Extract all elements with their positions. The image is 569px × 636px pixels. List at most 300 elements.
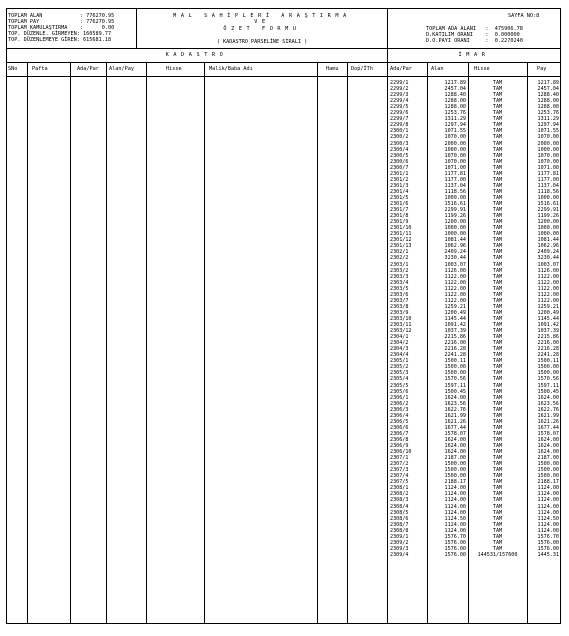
imar-ada-par-cell: 2299/8 — [390, 122, 409, 129]
imar-hisse-cell: TAM — [492, 424, 503, 431]
imar-pay-cell: 1445.31 — [537, 551, 559, 558]
imar-ada-par-cell: 2305/2 — [390, 364, 409, 371]
imar-pay-cell: 1000.00 — [537, 194, 559, 201]
imar-hisse-cell: TAM — [492, 158, 503, 165]
imar-ada-par-cell: 2300/1 — [390, 128, 409, 135]
imar-pay-cell: 1500.00 — [537, 461, 559, 468]
imar-pay-cell: 1003.07 — [537, 261, 559, 268]
imar-alan-cell: 1070.00 — [444, 134, 466, 141]
col-sno: SNo — [8, 66, 18, 72]
imar-hisse-cell: TAM — [492, 309, 503, 316]
col-ada-par: Ada/Par — [77, 66, 99, 72]
imar-hisse-cell: TAM — [492, 122, 503, 129]
imar-hisse-cell: TAM — [492, 503, 503, 510]
imar-hisse-cell: TAM — [492, 545, 503, 552]
imar-ada-par-cell: 2299/3 — [390, 92, 409, 99]
imar-pay-cell: 1570.56 — [537, 376, 559, 383]
imar-hisse-cell: TAM — [492, 497, 503, 504]
imar-pay-cell: 1126.00 — [537, 267, 559, 274]
imar-alan-cell: 1122.00 — [444, 291, 466, 298]
imar-alan-cell: 2188.17 — [444, 479, 466, 486]
imar-pay-cell: 1623.56 — [537, 400, 559, 407]
imar-hisse-cell: TAM — [492, 134, 503, 141]
imar-pay-cell: 1091.42 — [537, 322, 559, 328]
imar-ada-par-cell: 2300/6 — [390, 158, 409, 165]
imar-ada-par-cell: 2301/2 — [390, 176, 409, 183]
imar-pay-cell: 1000.00 — [537, 146, 559, 153]
total-share: TOPLAM PAY : 776270.95 — [8, 19, 115, 25]
imar-pay-cell: 1145.44 — [537, 315, 559, 322]
imar-hisse-cell: TAM — [492, 86, 503, 93]
imar-ada-par-cell: 2300/4 — [390, 146, 409, 153]
imar-ada-par-cell: 2306/5 — [390, 418, 409, 425]
imar-hisse-cell: TAM — [492, 539, 503, 546]
imar-ada-par-cell: 2308/8 — [390, 527, 409, 534]
imar-alan-cell: 1624.00 — [444, 436, 466, 443]
report-page — [6, 8, 561, 624]
imar-hisse-cell: TAM — [492, 334, 503, 341]
imar-hisse-cell: TAM — [492, 315, 503, 322]
imar-alan-cell: 1000.00 — [444, 225, 466, 232]
imar-pay-cell: 1177.00 — [537, 176, 559, 183]
imar-pay-cell: 1624.00 — [537, 436, 559, 443]
imar-alan-cell: 1000.00 — [444, 231, 466, 238]
imar-hisse-cell: TAM — [492, 80, 503, 86]
imar-pay-cell: 1070.00 — [537, 152, 559, 159]
imar-pay-cell: 1081.44 — [537, 237, 559, 244]
imar-ada-par-cell: 2303/8 — [390, 303, 409, 310]
imar-alan-cell: 1091.42 — [444, 322, 466, 328]
imar-hisse-cell: TAM — [492, 394, 503, 401]
imar-pay-cell: 1578.07 — [537, 430, 559, 437]
imar-pay-cell: 1576.00 — [537, 539, 559, 546]
imar-hisse-cell: TAM — [492, 527, 503, 534]
imar-pay-cell: 1071.55 — [537, 128, 559, 135]
imar-ada-par-cell: 2301/7 — [390, 207, 409, 214]
imar-alan-cell: 1126.00 — [444, 267, 466, 274]
imar-hisse-cell: TAM — [492, 146, 503, 153]
imar-ada-par-cell: 2301/11 — [390, 231, 412, 238]
imar-hisse-cell: TAM — [492, 116, 503, 123]
imar-pay-cell: 1677.44 — [537, 424, 559, 431]
imar-hisse-cell: TAM — [492, 273, 503, 280]
imar-ada-par-cell: 2300/5 — [390, 152, 409, 159]
imar-alan-cell: 1288.00 — [444, 98, 466, 105]
imar-alan-cell: 2216.28 — [444, 346, 466, 353]
imar-alan-cell: 1118.56 — [444, 188, 466, 195]
imar-hisse-cell: TAM — [492, 443, 503, 449]
imar-alan-cell: 1576.00 — [444, 551, 466, 558]
imar-hisse-cell: TAM — [492, 285, 503, 292]
imar-pay-cell: 1622.76 — [537, 406, 559, 413]
imar-ada-par-cell: 2309/2 — [390, 539, 409, 546]
col-imar-hisse: Hisse — [474, 66, 490, 72]
imar-pay-cell: 1122.00 — [537, 291, 559, 298]
imar-ada-par-cell: 2299/7 — [390, 116, 409, 123]
imar-alan-cell: 1297.94 — [444, 122, 466, 129]
section-imar: İMAR — [458, 52, 490, 58]
imar-hisse-cell: TAM — [492, 152, 503, 159]
imar-alan-cell: 1516.61 — [444, 201, 466, 207]
page-number: SAYFA NO:8 — [508, 13, 540, 19]
imar-pay-cell: 1288.00 — [537, 98, 559, 105]
imar-pay-cell: 1000.00 — [537, 225, 559, 232]
imar-hisse-cell: TAM — [492, 406, 503, 413]
imar-hisse-cell: TAM — [492, 491, 503, 498]
imar-pay-cell: 1500.11 — [537, 358, 559, 365]
imar-ada-par-cell: 2306/1 — [390, 394, 409, 401]
imar-alan-cell: 1145.44 — [444, 315, 466, 322]
imar-ada-par-cell: 2303/2 — [390, 267, 409, 274]
imar-alan-cell: 1124.00 — [444, 485, 466, 492]
imar-hisse-cell: TAM — [492, 473, 503, 480]
imar-pay-cell: 2215.86 — [537, 334, 559, 341]
imar-alan-cell: 1003.07 — [444, 261, 466, 268]
total-excluded: TOP. DÜZENLE. GİRMEYEN: 160589.77 — [8, 31, 112, 37]
imar-alan-cell: 2241.28 — [444, 352, 466, 359]
imar-pay-cell: 1124.00 — [537, 503, 559, 510]
imar-hisse-cell: TAM — [492, 261, 503, 268]
imar-alan-cell: 1122.00 — [444, 297, 466, 304]
imar-ada-par-cell: 2307/5 — [390, 479, 409, 486]
imar-pay-cell: 1122.00 — [537, 273, 559, 280]
imar-pay-cell: 1124.00 — [537, 491, 559, 498]
imar-hisse-cell: TAM — [492, 188, 503, 195]
imar-hisse-cell: TAM — [492, 436, 503, 443]
imar-ada-par-cell: 2303/12 — [390, 328, 412, 335]
imar-hisse-cell: TAM — [492, 110, 503, 117]
imar-hisse-cell: TAM — [492, 194, 503, 201]
imar-ada-par-cell: 2306/2 — [390, 400, 409, 407]
imar-hisse-cell: TAM — [492, 455, 503, 462]
imar-alan-cell: 1597.11 — [444, 382, 466, 389]
imar-alan-cell: 1081.44 — [444, 237, 466, 244]
imar-ada-par-cell: 2299/1 — [390, 80, 409, 86]
imar-hisse-cell: 144531/157600 — [477, 551, 518, 558]
imar-ada-par-cell: 2301/8 — [390, 213, 409, 220]
imar-ada-par-cell: 2306/7 — [390, 430, 409, 437]
imar-hisse-cell: TAM — [492, 231, 503, 238]
total-expropriation: TOPLAM KAMULAŞTIRMA : 0.00 — [8, 25, 115, 31]
imar-hisse-cell: TAM — [492, 303, 503, 310]
imar-alan-cell: 1122.00 — [444, 273, 466, 280]
imar-pay-cell: 1500.00 — [537, 473, 559, 480]
imar-alan-cell: 1500.45 — [444, 388, 466, 395]
imar-hisse-cell: TAM — [492, 346, 503, 353]
imar-hisse-cell: TAM — [492, 479, 503, 486]
imar-hisse-cell: TAM — [492, 213, 503, 220]
imar-hisse-cell: TAM — [492, 128, 503, 135]
imar-ada-par-cell: 2309/3 — [390, 545, 409, 552]
imar-pay-cell: 2299.91 — [537, 207, 559, 214]
imar-pay-cell: 1124.00 — [537, 485, 559, 492]
imar-ada-par-cell: 2306/9 — [390, 443, 409, 449]
imar-pay-cell: 1259.21 — [537, 303, 559, 310]
imar-alan-cell: 1062.96 — [444, 243, 466, 250]
imar-hisse-cell: TAM — [492, 485, 503, 492]
imar-hisse-cell: TAM — [492, 170, 503, 177]
imar-pay-cell: 2457.04 — [537, 86, 559, 93]
table-row — [6, 552, 561, 558]
imar-ada-par-cell: 2303/4 — [390, 279, 409, 286]
imar-alan-cell: 1124.00 — [444, 497, 466, 504]
imar-hisse-cell: TAM — [492, 322, 503, 328]
imar-pay-cell: 1177.81 — [537, 170, 559, 177]
imar-pay-cell: 1037.39 — [537, 328, 559, 335]
imar-pay-cell: 1311.29 — [537, 116, 559, 123]
imar-ada-par-cell: 2308/3 — [390, 497, 409, 504]
imar-ada-par-cell: 2309/4 — [390, 551, 409, 558]
imar-alan-cell: 3230.44 — [444, 255, 466, 262]
imar-hisse-cell: TAM — [492, 382, 503, 389]
imar-alan-cell: 2409.24 — [444, 249, 466, 256]
imar-ada-par-cell: 2305/5 — [390, 382, 409, 389]
imar-hisse-cell: TAM — [492, 467, 503, 474]
imar-alan-cell: 1623.56 — [444, 400, 466, 407]
imar-pay-cell: 1516.61 — [537, 201, 559, 207]
imar-ada-par-cell: 2305/4 — [390, 376, 409, 383]
imar-hisse-cell: TAM — [492, 376, 503, 383]
imar-alan-cell: 1576.00 — [444, 545, 466, 552]
imar-ada-par-cell: 2306/8 — [390, 436, 409, 443]
imar-hisse-cell: TAM — [492, 328, 503, 335]
imar-alan-cell: 1070.00 — [444, 152, 466, 159]
imar-hisse-cell: TAM — [492, 291, 503, 298]
imar-hisse-cell: TAM — [492, 176, 503, 183]
imar-ada-par-cell: 2303/9 — [390, 309, 409, 316]
imar-alan-cell: 1311.29 — [444, 116, 466, 123]
imar-alan-cell: 2215.86 — [444, 334, 466, 341]
imar-pay-cell: 1253.76 — [537, 110, 559, 117]
imar-ada-par-cell: 2308/2 — [390, 491, 409, 498]
imar-ada-par-cell: 2307/1 — [390, 455, 409, 462]
imar-alan-cell: 1037.39 — [444, 328, 466, 335]
imar-alan-cell: 1070.00 — [444, 158, 466, 165]
imar-alan-cell: 2457.04 — [444, 86, 466, 93]
imar-alan-cell: 1199.26 — [444, 213, 466, 220]
imar-alan-cell: 1253.76 — [444, 110, 466, 117]
imar-pay-cell: 2241.28 — [537, 352, 559, 359]
imar-ada-par-cell: 2301/10 — [390, 225, 412, 232]
imar-ada-par-cell: 2306/4 — [390, 412, 409, 419]
imar-ada-par-cell: 2303/10 — [390, 315, 412, 322]
col-imar-pay: Pay — [537, 66, 547, 72]
imar-ada-par-cell: 2309/1 — [390, 533, 409, 540]
imar-pay-cell: 1122.00 — [537, 279, 559, 286]
imar-pay-cell: 1624.00 — [537, 449, 559, 456]
imar-pay-cell: 1217.89 — [537, 80, 559, 86]
imar-alan-cell: 1500.00 — [444, 461, 466, 468]
imar-alan-cell: 1624.00 — [444, 394, 466, 401]
imar-ada-par-cell: 2306/3 — [390, 406, 409, 413]
imar-ada-par-cell: 2300/7 — [390, 164, 409, 171]
imar-pay-cell: 1124.00 — [537, 497, 559, 504]
imar-hisse-cell: TAM — [492, 201, 503, 207]
imar-pay-cell: 2000.00 — [537, 140, 559, 147]
imar-ada-par-cell: 2301/6 — [390, 201, 409, 207]
imar-alan-cell: 1500.00 — [444, 364, 466, 371]
imar-hisse-cell: TAM — [492, 255, 503, 262]
imar-alan-cell: 1071.00 — [444, 164, 466, 171]
imar-pay-cell: 2216.28 — [537, 346, 559, 353]
imar-alan-cell: 2299.91 — [444, 207, 466, 214]
imar-ada-par-cell: 2303/11 — [390, 322, 412, 328]
imar-pay-cell: 2216.00 — [537, 340, 559, 347]
imar-pay-cell: 2409.24 — [537, 249, 559, 256]
imar-ada-par-cell: 2307/2 — [390, 461, 409, 468]
imar-ada-par-cell: 2306/10 — [390, 449, 412, 456]
imar-pay-cell: 1070.00 — [537, 134, 559, 141]
imar-alan-cell: 1177.81 — [444, 170, 466, 177]
imar-ada-par-cell: 2300/3 — [390, 140, 409, 147]
imar-alan-cell: 2000.00 — [444, 140, 466, 147]
imar-ada-par-cell: 2307/3 — [390, 467, 409, 474]
imar-ada-par-cell: 2303/7 — [390, 297, 409, 304]
imar-hisse-cell: TAM — [492, 352, 503, 359]
col-malik: Malik/Baba Adı — [209, 66, 253, 72]
total-block-area: TOPLAM ADA ALANI : 475906.78 — [426, 26, 523, 32]
imar-ada-par-cell: 2301/13 — [390, 243, 412, 250]
imar-pay-cell: 1124.50 — [537, 515, 559, 522]
imar-alan-cell: 1578.07 — [444, 430, 466, 437]
imar-hisse-cell: TAM — [492, 521, 503, 528]
total-included: TOP. DÜZENLEMEYE GİREN: 615681.18 — [8, 37, 112, 43]
imar-pay-cell: 1062.96 — [537, 243, 559, 250]
imar-alan-cell: 1624.00 — [444, 443, 466, 449]
participation-ratio: D.KATILIM ORANI : 0.000000 — [426, 32, 520, 38]
imar-alan-cell: 1200.00 — [444, 219, 466, 226]
imar-alan-cell: 1000.00 — [444, 194, 466, 201]
imar-pay-cell: 1288.00 — [537, 104, 559, 111]
imar-pay-cell: 1070.00 — [537, 158, 559, 165]
imar-hisse-cell: TAM — [492, 243, 503, 250]
imar-alan-cell: 2187.00 — [444, 455, 466, 462]
imar-pay-cell: 1288.40 — [537, 92, 559, 99]
imar-pay-cell: 1122.00 — [537, 297, 559, 304]
imar-hisse-cell: TAM — [492, 98, 503, 105]
imar-ada-par-cell: 2299/2 — [390, 86, 409, 93]
total-area: TOPLAM ALAN : 776270.95 — [8, 13, 115, 19]
imar-alan-cell: 1124.00 — [444, 503, 466, 510]
imar-hisse-cell: TAM — [492, 509, 503, 516]
border-top — [6, 8, 561, 9]
col-pafta: Pafta — [32, 66, 48, 72]
col-dop: Dop/İTh — [351, 66, 373, 72]
imar-ada-par-cell: 2301/4 — [390, 188, 409, 195]
imar-pay-cell: 1624.00 — [537, 443, 559, 449]
imar-hisse-cell: TAM — [492, 449, 503, 456]
imar-hisse-cell: TAM — [492, 267, 503, 274]
imar-alan-cell: 1576.00 — [444, 539, 466, 546]
imar-ada-par-cell: 2301/3 — [390, 182, 409, 189]
imar-ada-par-cell: 2304/4 — [390, 352, 409, 359]
imar-ada-par-cell: 2304/3 — [390, 346, 409, 353]
imar-ada-par-cell: 2308/4 — [390, 503, 409, 510]
imar-hisse-cell: TAM — [492, 388, 503, 395]
imar-alan-cell: 1624.00 — [444, 449, 466, 456]
imar-hisse-cell: TAM — [492, 249, 503, 256]
imar-alan-cell: 1259.21 — [444, 303, 466, 310]
imar-alan-cell: 1677.44 — [444, 424, 466, 431]
imar-pay-cell: 1624.00 — [537, 394, 559, 401]
imar-hisse-cell: TAM — [492, 279, 503, 286]
imar-ada-par-cell: 2299/6 — [390, 110, 409, 117]
imar-alan-cell: 1500.00 — [444, 370, 466, 377]
imar-pay-cell: 1576.70 — [537, 533, 559, 540]
imar-ada-par-cell: 2303/6 — [390, 291, 409, 298]
imar-ada-par-cell: 2303/5 — [390, 285, 409, 292]
imar-pay-cell: 1500.00 — [537, 364, 559, 371]
imar-alan-cell: 1288.00 — [444, 104, 466, 111]
imar-ada-par-cell: 2308/5 — [390, 509, 409, 516]
imar-hisse-cell: TAM — [492, 400, 503, 407]
imar-alan-cell: 1124.00 — [444, 491, 466, 498]
imar-ada-par-cell: 2301/9 — [390, 219, 409, 226]
imar-pay-cell: 1200.49 — [537, 309, 559, 316]
imar-pay-cell: 1124.00 — [537, 509, 559, 516]
imar-hisse-cell: TAM — [492, 533, 503, 540]
imar-ada-par-cell: 2304/2 — [390, 340, 409, 347]
imar-hisse-cell: TAM — [492, 515, 503, 522]
imar-ada-par-cell: 2301/1 — [390, 170, 409, 177]
imar-ada-par-cell: 2302/2 — [390, 255, 409, 262]
imar-pay-cell: 1000.00 — [537, 231, 559, 238]
imar-ada-par-cell: 2305/1 — [390, 358, 409, 365]
col-imar-alan: Alan — [431, 66, 444, 72]
imar-ada-par-cell: 2307/4 — [390, 473, 409, 480]
imar-ada-par-cell: 2303/3 — [390, 273, 409, 280]
imar-hisse-cell: TAM — [492, 297, 503, 304]
imar-pay-cell: 1071.00 — [537, 164, 559, 171]
imar-alan-cell: 2216.00 — [444, 340, 466, 347]
imar-hisse-cell: TAM — [492, 140, 503, 147]
imar-hisse-cell: TAM — [492, 104, 503, 111]
col-hamu: Hamu — [326, 66, 339, 72]
imar-ada-par-cell: 2304/1 — [390, 334, 409, 341]
imar-alan-cell: 1137.04 — [444, 182, 466, 189]
imar-alan-cell: 1576.70 — [444, 533, 466, 540]
imar-hisse-cell: TAM — [492, 182, 503, 189]
imar-ada-par-cell: 2301/5 — [390, 194, 409, 201]
imar-pay-cell: 1500.00 — [537, 370, 559, 377]
imar-ada-par-cell: 2299/4 — [390, 98, 409, 105]
imar-hisse-cell: TAM — [492, 237, 503, 244]
imar-hisse-cell: TAM — [492, 412, 503, 419]
imar-pay-cell: 1576.00 — [537, 545, 559, 552]
report-subtitle: ( KADASTRO PARSELİNE SIRALI ) — [216, 39, 308, 45]
imar-ada-par-cell: 2308/1 — [390, 485, 409, 492]
imar-ada-par-cell: 2302/1 — [390, 249, 409, 256]
imar-ada-par-cell: 2301/12 — [390, 237, 412, 244]
imar-alan-cell: 1570.56 — [444, 376, 466, 383]
imar-alan-cell: 1500.11 — [444, 358, 466, 365]
section-kadastro: KADASTRO — [165, 52, 228, 58]
imar-alan-cell: 1122.00 — [444, 279, 466, 286]
imar-pay-cell: 1597.11 — [537, 382, 559, 389]
imar-alan-cell: 1500.00 — [444, 467, 466, 474]
imar-pay-cell: 1500.45 — [537, 388, 559, 395]
imar-pay-cell: 1124.00 — [537, 521, 559, 528]
imar-hisse-cell: TAM — [492, 92, 503, 99]
imar-alan-cell: 1288.40 — [444, 92, 466, 99]
imar-ada-par-cell: 2299/5 — [390, 104, 409, 111]
imar-alan-cell: 1200.49 — [444, 309, 466, 316]
imar-ada-par-cell: 2303/1 — [390, 261, 409, 268]
imar-alan-cell: 1124.00 — [444, 527, 466, 534]
imar-ada-par-cell: 2300/2 — [390, 134, 409, 141]
imar-hisse-cell: TAM — [492, 418, 503, 425]
col-imar-ada-par: Ada/Par — [390, 66, 412, 72]
